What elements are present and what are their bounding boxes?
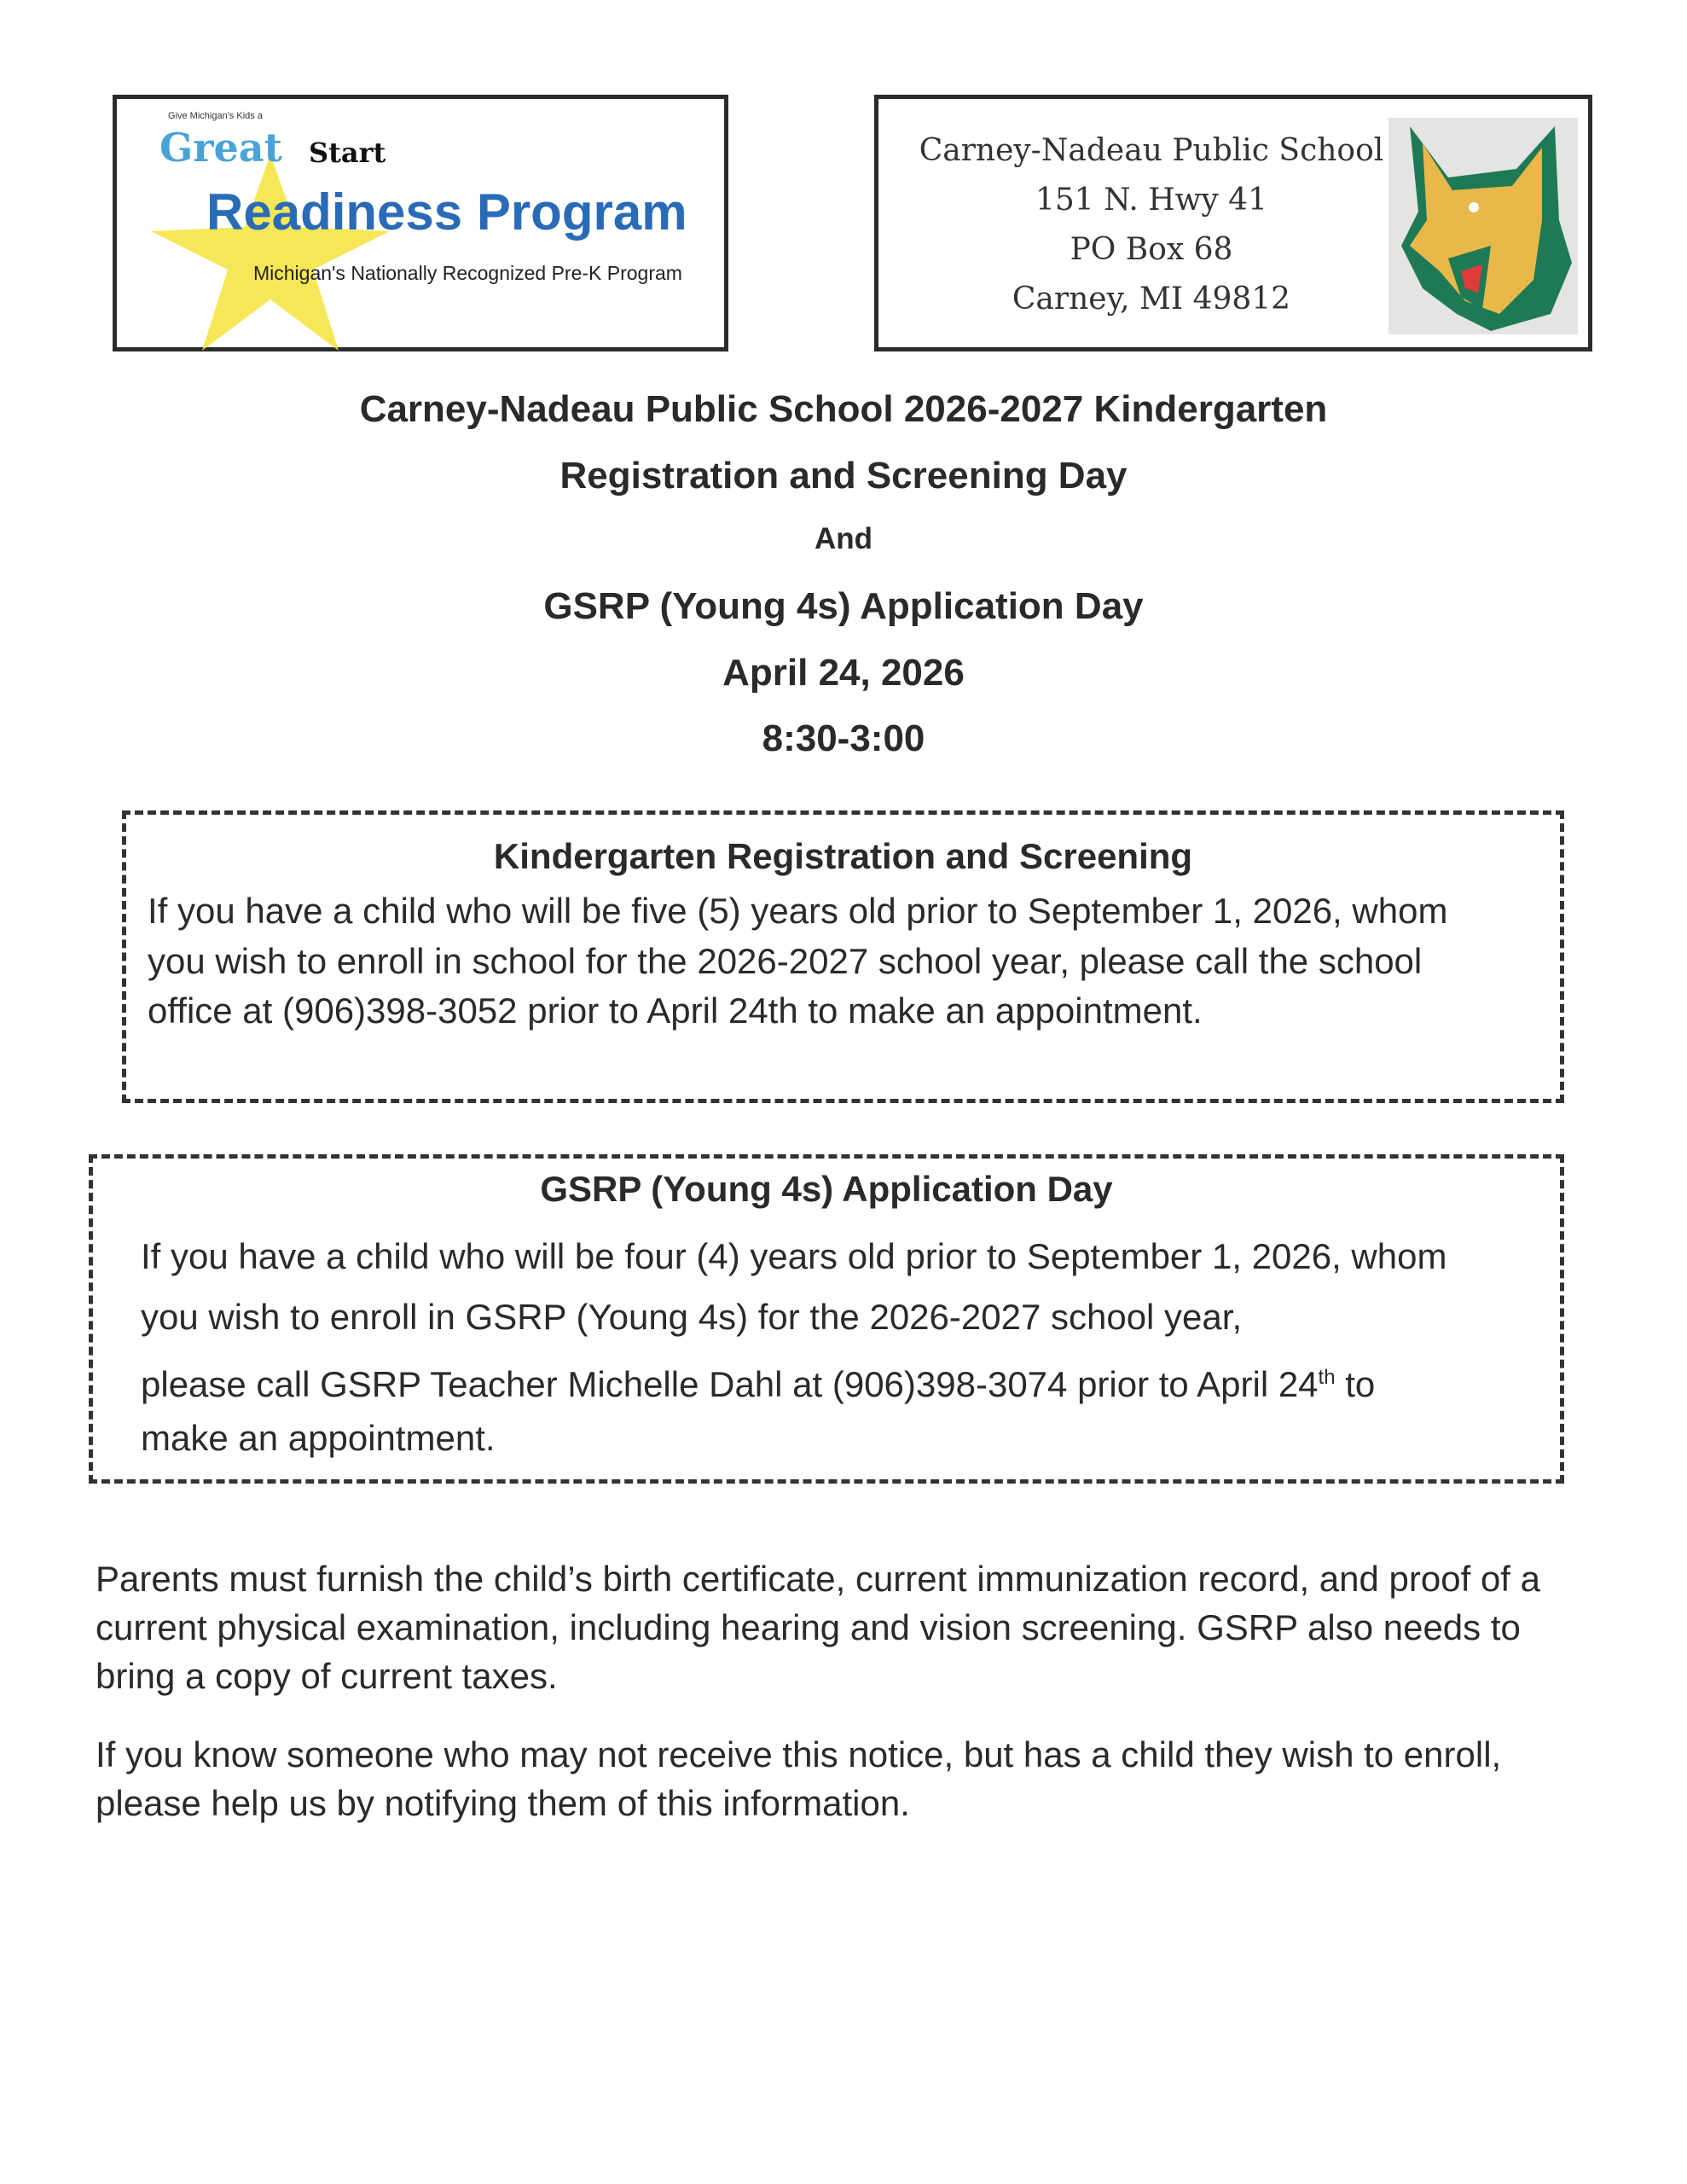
heading-and: And [814,522,873,555]
gsrp-line-4: make an appointment. [141,1418,496,1458]
kindergarten-title: Kindergarten Registration and Screening [493,836,1193,876]
kindergarten-section [122,810,1564,1103]
ordinal-suffix: th [1318,1366,1336,1389]
notify-paragraph: If you know someone who may not receive this notice, but has a child they wish to enroll, please help us by notifying them of this information. [96,1734,1502,1823]
school-name: Carney-Nadeau Public School [919,133,1384,168]
gsrp-line-3-text: please call GSRP Teacher Michelle Dahl at (906)398-3074 prior to April 24 [141,1364,1319,1404]
po-box: PO Box 68 [1070,232,1233,267]
heading-line-2: Registration and Screening Day [559,455,1128,497]
logo-subtitle: Michigan's Nationally Recognized Pre-K Program [253,262,682,284]
logo-tagline: Give Michigan's Kids a [168,111,263,121]
logo-great: Great [159,125,282,171]
requirements-paragraph: Parents must furnish the child’s birth certificate, current immunization record, and proof of a current physical examination, including hearing and vision screening. GSRP also needs to bring a copy of current taxes. [96,1559,1541,1696]
gsrp-title: GSRP (Young 4s) Application Day [540,1169,1113,1209]
street-address: 151 N. Hwy 41 [1035,183,1268,218]
event-time: 8:30-3:00 [762,717,925,759]
star-icon [142,150,398,355]
gsrp-line-3-end: to [1335,1364,1376,1404]
kindergarten-line-2: you wish to enroll in school for the 2026-2027 school year, please call the school [148,941,1423,981]
gsrp-line-3 [141,1356,1375,1406]
wolf-mascot-icon [1388,118,1578,334]
event-date: April 24, 2026 [722,652,965,694]
logo-start: Start [309,136,386,169]
great-start-logo-box [113,95,728,351]
gsrp-line-2: you wish to enroll in GSRP (Young 4s) for the 2026-2027 school year, [141,1297,1243,1337]
gsrp-line-1: If you have a child who will be four (4) years old prior to September 1, 2026, whom [141,1236,1447,1276]
kindergarten-line-1: If you have a child who will be five (5) years old prior to September 1, 2026, whom [148,891,1448,931]
city-state-zip: Carney, MI 49812 [1012,282,1291,317]
kindergarten-line-3: office at (906)398-3052 prior to April 24th to make an appointment. [148,990,1203,1031]
heading-line-1: Carney-Nadeau Public School 2026-2027 Kindergarten [359,388,1328,430]
address-block [913,126,1390,324]
heading-line-3: GSRP (Young 4s) Application Day [543,585,1144,627]
school-address-box [874,95,1592,351]
gsrp-section [89,1154,1564,1484]
logo-title: Readiness Program [206,183,687,241]
